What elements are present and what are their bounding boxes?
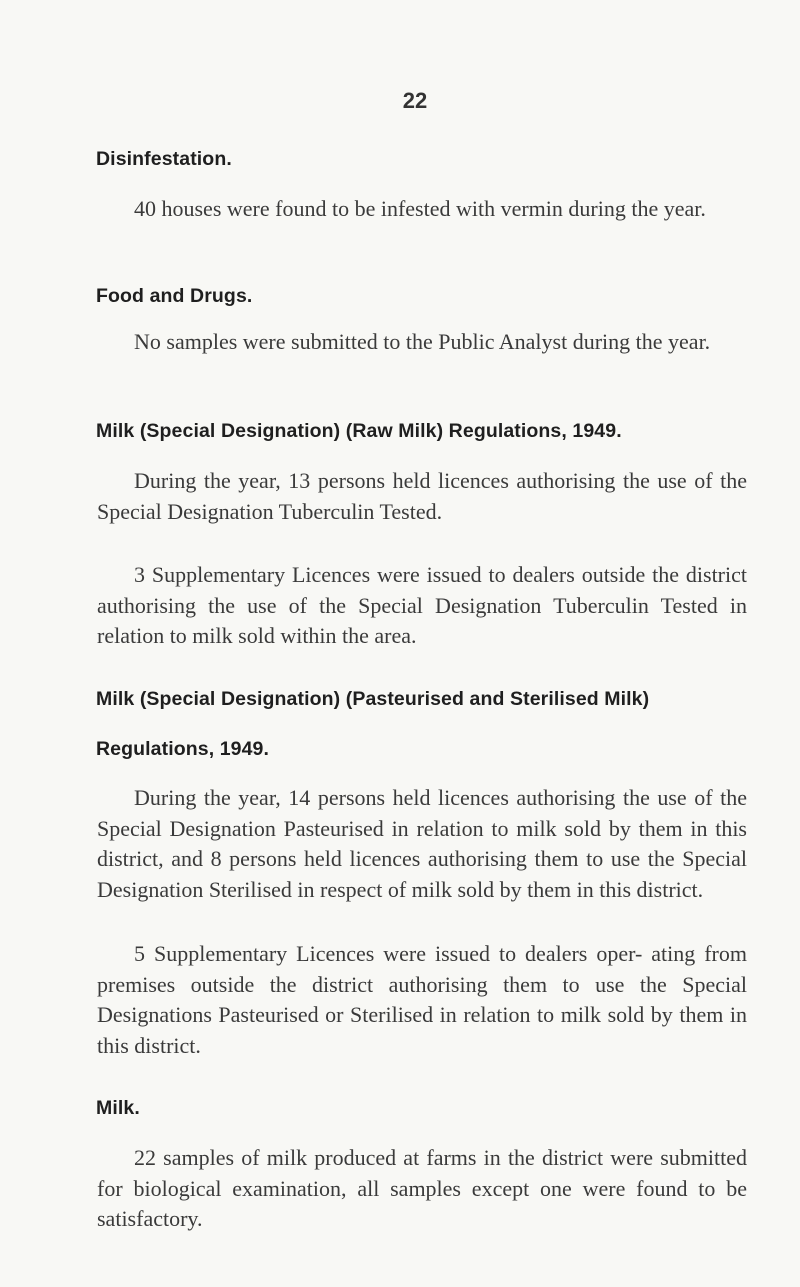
paragraph-disinfestation	[97, 194, 747, 225]
section-heading-milk: Milk.	[96, 1097, 140, 1119]
paragraph-text: 40 houses were found to be infested with vermin during the year.	[134, 196, 706, 221]
section-heading-raw-milk-regulations: Milk (Special Designation) (Raw Milk) Regulations, 1949.	[96, 420, 622, 442]
page-number: 22	[402, 88, 428, 113]
paragraph-raw-milk-2	[97, 560, 747, 652]
paragraph-text: No samples were submitted to the Public Analyst during the year.	[134, 329, 711, 354]
paragraph-pasteurised-2	[97, 939, 747, 1061]
paragraph-text: During the year, 14 persons held licences authorising the use of the Special Designation Pasteurised in relation to milk sold by them in this district, and 8 persons held licences authorising them to use the Special Designation Sterilised in respect of milk sold by them in this district.	[97, 785, 747, 902]
paragraph-text: During the year, 13 persons held licences authorising the use of the Special Designation Tuberculin Tested.	[97, 468, 747, 524]
section-heading-pasteurised-sterilised-regulations-line2: Regulations, 1949.	[96, 738, 270, 760]
paragraph-pasteurised-1	[97, 783, 747, 905]
paragraph-text: 22 samples of milk produced at farms in the district were submitted for biological examination, all samples except one were found to be satisfactory.	[97, 1145, 747, 1231]
section-heading-disinfestation: Disinfestation.	[96, 148, 232, 170]
section-heading-food-and-drugs: Food and Drugs.	[96, 285, 253, 307]
paragraph-raw-milk-1	[97, 466, 747, 527]
paragraph-food-and-drugs	[97, 327, 747, 358]
paragraph-text: 3 Supplementary Licences were issued to dealers outside the district authorising the use of the Special Designation Tuberculin Tested in relation to milk sold within the area.	[97, 562, 747, 648]
paragraph-milk	[97, 1143, 747, 1235]
section-heading-pasteurised-sterilised-regulations: Milk (Special Designation) (Pasteurised and Sterilised Milk)	[96, 688, 650, 710]
paragraph-text: 5 Supplementary Licences were issued to dealers oper- ating from premises outside the district authorising them to use the Special Designations Pasteurised or Sterilised in relation to milk sold by them in this district.	[97, 941, 747, 1058]
